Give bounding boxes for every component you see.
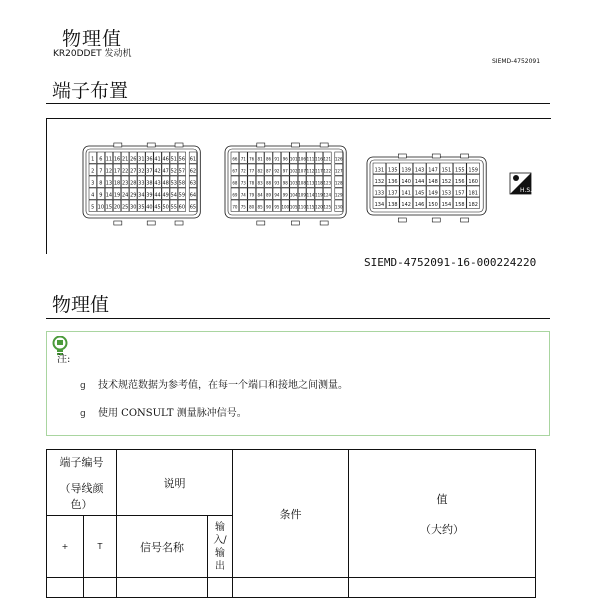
terminal-number: 101 bbox=[289, 156, 298, 162]
table-cell bbox=[84, 578, 117, 598]
table-cell bbox=[47, 578, 84, 598]
hs-badge-label: H.S. bbox=[520, 187, 533, 194]
bullet-glyph: g bbox=[80, 381, 86, 391]
note-bullet bbox=[80, 404, 247, 419]
terminal-number: 13 bbox=[105, 180, 113, 187]
terminal-number: 94 bbox=[274, 192, 280, 198]
terminal-no-header: 端子编号 （导线颜 色） bbox=[47, 450, 117, 516]
terminal-number: 45 bbox=[154, 204, 161, 211]
terminal-number: 38 bbox=[146, 180, 153, 187]
terminal-number: 85 bbox=[257, 204, 263, 210]
terminal-number: 146 bbox=[414, 201, 425, 208]
terminal-number: 135 bbox=[388, 167, 398, 174]
connector-3 bbox=[367, 154, 486, 222]
terminal-number: 44 bbox=[154, 192, 161, 199]
terminal-number: 19 bbox=[113, 192, 121, 199]
terminal-number: 124 bbox=[323, 192, 332, 198]
hs-badge bbox=[510, 173, 532, 194]
terminal-number: 129 bbox=[334, 192, 343, 198]
terminal-number: 137 bbox=[388, 190, 398, 197]
table-cell bbox=[117, 578, 208, 598]
terminal-number: 69 bbox=[232, 192, 238, 198]
terminal-number: 138 bbox=[388, 201, 398, 208]
page-title: 物理值 bbox=[62, 28, 123, 50]
terminal-number: 22 bbox=[121, 168, 129, 175]
terminal-number: 41 bbox=[154, 156, 161, 163]
doc-id: SIEMD-4752091 bbox=[492, 58, 541, 65]
terminal-number: 55 bbox=[170, 204, 177, 211]
terminal-number: 27 bbox=[130, 168, 137, 175]
terminal-number: 63 bbox=[189, 180, 197, 187]
terminal-number: 156 bbox=[455, 178, 465, 185]
terminal-number: 35 bbox=[138, 204, 145, 211]
terminal-number: 40 bbox=[146, 204, 153, 211]
terminal-number: 59 bbox=[178, 192, 186, 199]
section-heading-terminal-layout: 端子布置 bbox=[52, 80, 129, 102]
terminal-number: 29 bbox=[130, 192, 137, 199]
terminal-number: 84 bbox=[257, 192, 263, 198]
bullet-text: 使用 CONSULT 测量脉冲信号。 bbox=[98, 408, 247, 419]
terminal-number: 80 bbox=[249, 204, 255, 210]
terminal-number: 99 bbox=[282, 192, 288, 198]
terminal-number: 57 bbox=[178, 168, 186, 175]
terminal-number: 113 bbox=[306, 180, 315, 186]
terminal-number: 95 bbox=[274, 204, 280, 210]
terminal-number: 153 bbox=[441, 190, 452, 197]
terminal-number: 46 bbox=[162, 156, 169, 163]
terminal-number: 36 bbox=[146, 156, 153, 163]
terminal-number: 107 bbox=[298, 168, 306, 174]
terminal-number: 53 bbox=[170, 180, 177, 187]
terminal-number: 14 bbox=[105, 192, 113, 199]
terminal-number: 67 bbox=[232, 168, 238, 174]
terminal-number: 37 bbox=[146, 168, 153, 175]
terminal-number: 93 bbox=[274, 180, 280, 186]
terminal-number: 42 bbox=[154, 168, 161, 175]
terminal-number: 114 bbox=[306, 192, 315, 198]
terminal-number: 117 bbox=[315, 168, 323, 174]
terminal-number: 91 bbox=[274, 156, 280, 162]
terminal-number: 125 bbox=[323, 204, 332, 210]
terminal-number: 48 bbox=[162, 180, 169, 187]
terminal-number: 140 bbox=[401, 178, 411, 185]
terminal-number: 79 bbox=[249, 192, 255, 198]
terminal-number: 97 bbox=[282, 168, 288, 174]
terminal-number: 158 bbox=[455, 201, 465, 208]
terminal-number: 130 bbox=[334, 204, 343, 210]
terminal-number: 134 bbox=[374, 201, 385, 208]
terminal-number: 21 bbox=[121, 156, 129, 163]
connector-2 bbox=[225, 143, 346, 225]
terminal-number: 111 bbox=[306, 156, 315, 162]
terminal-number: 109 bbox=[298, 192, 306, 198]
terminal-number: 112 bbox=[306, 168, 315, 174]
page-subtitle: KR20DDET 发动机 bbox=[53, 49, 132, 59]
plus-header: + bbox=[47, 516, 84, 578]
terminal-number: 92 bbox=[274, 168, 280, 174]
terminal-number: 75 bbox=[240, 204, 246, 210]
terminal-number: 151 bbox=[441, 167, 452, 174]
terminal-number: 120 bbox=[315, 204, 323, 210]
terminal-number: 100 bbox=[281, 204, 290, 210]
spec-table bbox=[46, 449, 536, 598]
terminal-number: 76 bbox=[249, 156, 255, 162]
terminal-number: 5 bbox=[91, 204, 95, 211]
terminal-number: 64 bbox=[189, 192, 197, 199]
terminal-number: 8 bbox=[99, 180, 103, 187]
note-bullet bbox=[80, 376, 348, 391]
terminal-number: 3 bbox=[91, 180, 95, 187]
terminal-number: 28 bbox=[130, 180, 137, 187]
terminal-number: 77 bbox=[249, 168, 255, 174]
terminal-number: 145 bbox=[414, 190, 425, 197]
terminal-number: 119 bbox=[315, 192, 323, 198]
terminal-number: 30 bbox=[130, 204, 137, 211]
terminal-number: 58 bbox=[178, 180, 186, 187]
terminal-number: 65 bbox=[189, 204, 197, 211]
terminal-number: 126 bbox=[334, 156, 343, 162]
terminal-number: 121 bbox=[323, 156, 332, 162]
terminal-number: 110 bbox=[298, 204, 306, 210]
terminal-number: 56 bbox=[178, 156, 186, 163]
terminal-number: 116 bbox=[315, 156, 323, 162]
description-header: 说明 bbox=[117, 450, 233, 516]
terminal-number: 136 bbox=[388, 178, 398, 185]
terminal-number: 32 bbox=[138, 168, 145, 175]
terminal-number: 24 bbox=[121, 192, 129, 199]
table-cell bbox=[233, 578, 349, 598]
terminal-number: 2 bbox=[91, 168, 95, 175]
terminal-number: 96 bbox=[282, 156, 288, 162]
terminal-number: 7 bbox=[99, 168, 103, 175]
terminal-number: 148 bbox=[428, 178, 438, 185]
terminal-number: 11 bbox=[105, 156, 113, 163]
terminal-number: 106 bbox=[298, 156, 306, 162]
terminal-number: 66 bbox=[232, 156, 238, 162]
section-heading-values: 物理值 bbox=[52, 294, 110, 316]
terminal-number: 25 bbox=[121, 204, 129, 211]
terminal-number: 132 bbox=[374, 178, 385, 185]
terminal-number: 89 bbox=[265, 192, 272, 198]
table-cell bbox=[349, 578, 536, 598]
terminal-number: 18 bbox=[113, 180, 121, 187]
terminal-number: 123 bbox=[323, 180, 332, 186]
terminal-number: 16 bbox=[113, 156, 121, 163]
terminal-number: 142 bbox=[401, 201, 411, 208]
terminal-number: 131 bbox=[374, 167, 385, 174]
terminal-number: 103 bbox=[289, 180, 298, 186]
terminal-number: 61 bbox=[189, 156, 197, 163]
terminal-number: 68 bbox=[232, 180, 238, 186]
terminal-number: 133 bbox=[374, 190, 385, 197]
terminal-number: 182 bbox=[468, 201, 478, 208]
bullet-text: 技术规范数据为参考值，在每一个端口和接地之间测量。 bbox=[98, 380, 348, 391]
terminal-number: 33 bbox=[138, 180, 145, 187]
terminal-number: 47 bbox=[162, 168, 169, 175]
terminal-number: 160 bbox=[468, 178, 478, 185]
bullet-glyph: g bbox=[80, 409, 86, 419]
terminal-number: 50 bbox=[162, 204, 169, 211]
terminal-number: 118 bbox=[315, 180, 323, 186]
diagram-caption: SIEMD-4752091-16-000224220 bbox=[364, 256, 537, 269]
terminal-number: 81 bbox=[257, 156, 263, 162]
terminal-number: 90 bbox=[265, 204, 272, 210]
terminal-number: 70 bbox=[232, 204, 238, 210]
terminal-number: 141 bbox=[401, 190, 411, 197]
terminal-number: 82 bbox=[257, 168, 263, 174]
minus-header: T bbox=[84, 516, 117, 578]
terminal-number: 139 bbox=[401, 167, 411, 174]
terminal-number: 17 bbox=[113, 168, 121, 175]
terminal-number: 74 bbox=[240, 192, 246, 198]
terminal-number: 87 bbox=[265, 168, 272, 174]
terminal-number: 51 bbox=[170, 156, 177, 163]
terminal-number: 108 bbox=[298, 180, 306, 186]
terminal-number: 88 bbox=[265, 180, 272, 186]
signal-name-header: 信号名称 bbox=[117, 516, 208, 578]
terminal-number: 15 bbox=[105, 204, 113, 211]
terminal-number: 154 bbox=[441, 201, 452, 208]
terminal-number: 52 bbox=[170, 168, 177, 175]
terminal-number: 102 bbox=[289, 168, 298, 174]
terminal-number: 20 bbox=[113, 204, 121, 211]
terminal-number: 10 bbox=[97, 204, 105, 211]
value-header: 值 （大约） bbox=[349, 450, 536, 578]
condition-header: 条件 bbox=[233, 450, 349, 578]
terminal-number: 143 bbox=[414, 167, 425, 174]
terminal-number: 128 bbox=[334, 180, 343, 186]
terminal-number: 12 bbox=[105, 168, 113, 175]
terminal-number: 49 bbox=[162, 192, 169, 199]
terminal-number: 6 bbox=[99, 156, 103, 163]
terminal-number: 71 bbox=[240, 156, 246, 162]
terminal-number: 39 bbox=[146, 192, 153, 199]
terminal-number: 31 bbox=[138, 156, 145, 163]
table-cell bbox=[208, 578, 233, 598]
terminal-number: 83 bbox=[257, 180, 263, 186]
terminal-number: 60 bbox=[178, 204, 186, 211]
terminal-number: 86 bbox=[265, 156, 272, 162]
terminal-number: 34 bbox=[138, 192, 145, 199]
terminal-number: 104 bbox=[289, 192, 298, 198]
terminal-number: 157 bbox=[455, 190, 465, 197]
terminal-number: 144 bbox=[414, 178, 425, 185]
terminal-number: 72 bbox=[240, 168, 246, 174]
terminal-number: 26 bbox=[130, 156, 137, 163]
terminal-number: 150 bbox=[428, 201, 438, 208]
terminal-number: 4 bbox=[91, 192, 95, 199]
terminal-number: 1 bbox=[91, 156, 95, 163]
terminal-number: 152 bbox=[441, 178, 452, 185]
connector-1 bbox=[83, 143, 200, 225]
terminal-number: 73 bbox=[240, 180, 246, 186]
section-divider-2 bbox=[46, 318, 550, 319]
terminal-number: 115 bbox=[306, 204, 315, 210]
note-label: 注: bbox=[57, 354, 71, 365]
terminal-number: 122 bbox=[323, 168, 332, 174]
terminal-number: 43 bbox=[154, 180, 161, 187]
terminal-number: 159 bbox=[468, 167, 478, 174]
terminal-number: 127 bbox=[334, 168, 343, 174]
terminal-number: 105 bbox=[289, 204, 298, 210]
terminal-number: 78 bbox=[249, 180, 255, 186]
terminal-number: 62 bbox=[189, 168, 197, 175]
terminal-number: 181 bbox=[468, 190, 478, 197]
terminal-number: 155 bbox=[455, 167, 465, 174]
terminal-number: 9 bbox=[99, 192, 103, 199]
io-header: 输 入/ 输 出 bbox=[208, 516, 233, 578]
terminal-number: 147 bbox=[428, 167, 438, 174]
terminal-number: 98 bbox=[282, 180, 288, 186]
terminal-number: 54 bbox=[170, 192, 177, 199]
terminal-number: 149 bbox=[428, 190, 438, 197]
terminal-number: 23 bbox=[121, 180, 129, 187]
